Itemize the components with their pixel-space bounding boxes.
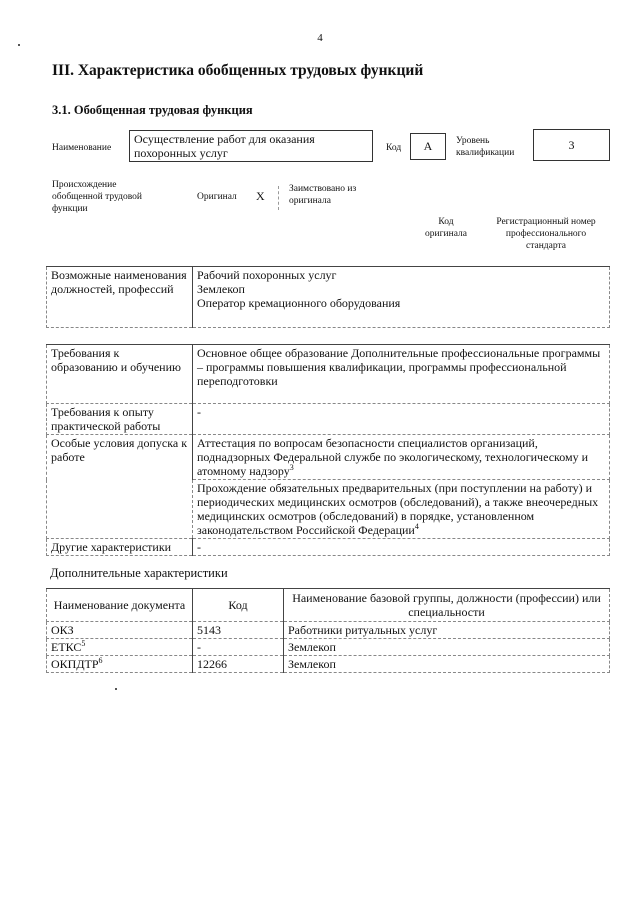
name-value: Осуществление работ для оказания похоронных услуг: [134, 132, 315, 160]
doc-text: ОКПДТР: [51, 657, 99, 671]
subsection-title: 3.1. Обобщенная трудовая функция: [52, 103, 253, 117]
origin-divider: [278, 186, 279, 210]
additional-table: [46, 588, 610, 673]
col-name-header: Наименование базовой группы, должности (профессии) или специальности: [284, 589, 610, 622]
page-number: 4: [317, 32, 323, 44]
position-item: Землекоп: [197, 282, 245, 296]
footnote-6: 6: [98, 656, 103, 665]
experience-label: Требования к опыту практической работы: [47, 404, 193, 435]
footnote-5: 5: [81, 639, 86, 648]
reg-number-label: Регистрационный номер профессионального стандарта: [496, 217, 596, 251]
doc-text: ОКЗ: [51, 623, 74, 637]
table-row: [47, 639, 610, 656]
footnote-4: 4: [414, 522, 419, 531]
scan-speck: [18, 44, 20, 46]
section-title: III. Характеристика обобщенных трудовых функций: [52, 62, 424, 79]
requirements-table: [46, 344, 610, 556]
row-doc: [47, 622, 193, 639]
row-name: Работники ритуальных услуг: [284, 622, 610, 639]
positions-label: Возможные наименования должностей, профессий: [47, 267, 193, 328]
code-original-label: Код оригинала: [425, 217, 467, 239]
row-doc: [47, 656, 193, 673]
education-value: Основное общее образование Дополнительные профессиональные программы – программы повышения квалификации, программы профессиональной переподготовки: [193, 345, 610, 404]
code-label: Код: [386, 143, 402, 153]
other-value: -: [193, 539, 610, 556]
special-label: Особые условия допуска к работе: [47, 435, 193, 539]
row-doc: [47, 639, 193, 656]
level-label: Уровень квалификации: [456, 136, 515, 158]
experience-value: -: [193, 404, 610, 435]
special-value-2: [193, 480, 610, 539]
special-value-1-text: Аттестация по вопросам безопасности специалистов организаций, поднадзорных Федеральной службе по экологическому, технологическому и атомному надзору: [197, 436, 589, 478]
name-label: Наименование: [52, 143, 112, 153]
origin-label: Происхождение обобщенной трудовой функции: [52, 180, 142, 214]
doc-text: ЕТКС: [51, 640, 82, 654]
positions-table: [46, 266, 610, 328]
special-value-2-text: Прохождение обязательных предварительных (при поступлении на работу) и периодических медицинских осмотров (обследований), а также внеочередных медицинских осмотров (обследований) в порядке, установленном законодательством Российской Федерации: [197, 481, 599, 537]
col-code-header: Код: [193, 589, 284, 622]
name-value-box: [129, 130, 373, 162]
original-label: Оригинал: [197, 192, 237, 202]
row-code: -: [193, 639, 284, 656]
row-code: 12266: [193, 656, 284, 673]
level-value: 3: [568, 138, 575, 152]
table-row: [47, 656, 610, 673]
education-label: Требования к образованию и обучению: [47, 345, 193, 404]
level-value-box: [533, 129, 610, 161]
code-value-box: [410, 133, 446, 160]
code-value: А: [423, 139, 433, 153]
borrowed-label: Заимствовано из оригинала: [289, 184, 357, 206]
additional-title: Дополнительные характеристики: [50, 566, 228, 580]
other-label: Другие характеристики: [47, 539, 193, 556]
row-code: 5143: [193, 622, 284, 639]
row-name: Землекоп: [284, 639, 610, 656]
col-doc-header: Наименование документа: [47, 589, 193, 622]
row-name: Землекоп: [284, 656, 610, 673]
position-item: Рабочий похоронных услуг: [197, 268, 337, 282]
footnote-3: 3: [289, 463, 294, 472]
special-value-1: [193, 435, 610, 480]
table-row: [47, 622, 610, 639]
scan-speck: [115, 688, 117, 690]
original-mark: X: [256, 189, 265, 203]
position-item: Оператор кремационного оборудования: [197, 296, 401, 310]
positions-list: [193, 267, 610, 328]
